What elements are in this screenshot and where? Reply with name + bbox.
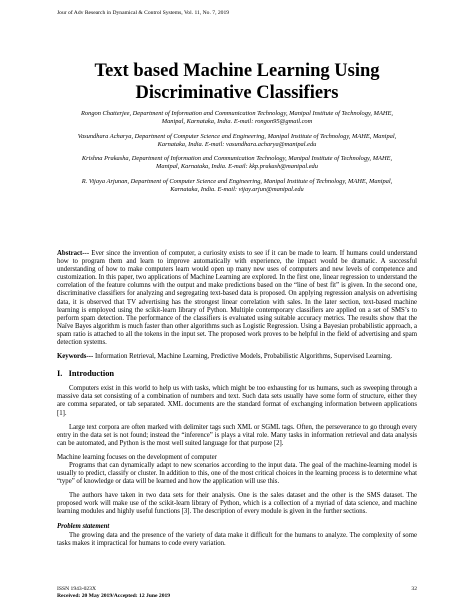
paper-title [0, 60, 474, 104]
paragraph: The growing data and the presence of the variety of data make it difficult for the humans to analyze. The complexity of some tasks makes it impractical for humans to code every variation. [57, 531, 417, 547]
author-contact-line: Manipal, Karnataka, India. E-mail: rongon95@gmail.com [161, 118, 313, 126]
author-contact-line: Manipal, Karnataka, India. E-mail: kkp.prakash@manipal.edu [156, 163, 318, 171]
running-head: Jour of Adv Research in Dynamical & Control Systems, Vol. 11, No. 7, 2019 [57, 10, 230, 16]
paragraph: Large text corpora are often marked with delimiter tags such XML or SGML tags. Often, the perseverance to go through every entry in the data set is not found; instead the “inference” is plays a vital role. Many tasks in information retrieval and data analysis can be automated, and Python is the most well suited language for that purpose [2]. [57, 423, 417, 447]
author-affiliation-line: Rongon Chatterjee, Department of Information and Communication Technology, Manipal Institute of Technology, MAHE, [81, 110, 393, 117]
paragraph: The authors have taken in two data sets for their analysis. One is the sales dataset and the other is the SMS dataset. The proposed work will make use of the scikit-learn library of Python, which is a collection of a myriad of data science, and machine learning modules and highly useful functions [3]. The description of every module is given in the further sections. [57, 492, 417, 516]
author-affiliation-line: Vasundhara Acharya, Department of Computer Science and Engineering, Manipal Institute of Technology, MAHE, Manipal, [77, 132, 397, 140]
abstract [57, 250, 417, 347]
author-affiliation-line: Krishna Prakasha, Department of Information and Communication Technology, Manipal Institute of Technology, MAHE, [81, 155, 393, 163]
paragraph: Computers exist in this world to help us with tasks, which might be too exhausting for us humans, such as sweeping through a massive data set consisting of a combination of numbers and text. Such data sets usually have some form of structure, either they are comma separated, or tab separated. XML documents are the standard format of exchanging information between applications [1]. [57, 385, 417, 417]
author-affiliation-line: R. Vijaya Arjunan, Department of Computer Science and Engineering, Manipal Institute of Technology, MAHE, Manipal, [81, 177, 393, 185]
author-block [57, 155, 417, 172]
footer-dates: Received: 20 May 2019/Accepted: 12 June 2019 [57, 593, 171, 599]
section-heading-introduction: I. Introduction [57, 369, 115, 379]
abstract-label: Abstract--- [57, 250, 90, 257]
page-number: 32 [411, 586, 417, 592]
author-block [57, 110, 417, 127]
abstract-text: Ever since the invention of computer, a curiosity exists to see if it can be made to learn. If humans could understand how to program them and learn to improve automatically with experience, the impact would be dramatic. A successful understanding of how to make computers learn would open up many new uses of computers and new levels of competence and customization. In this paper, two applications of Machine Learning are explored. In the first one, linear regression to understand the correlation of the feature columns with the output and make predictions based on the “line of best fit” is given. In the second one, discriminative classifiers for analyzing and segregating text-based data is proposed. On applying regression analysis on advertising data, it is observed that TV advertising has the strongest linear correlation with sales. In the later section, text-based machine learning is employed using the scikit-learn library of Python. Multiple contemporary classifiers are applied on a set of SMS’s to perform spam detection. The performance of the classifiers is evaluated using suitable accuracy metrics. The results show that the Naïve Bayes algorithm is much faster than other algorithms such as Logistic Regression. Using a Bayesian probabilistic approach, a spam ratio is attached to all the tokens in the input set. The proposed work proves to be helpful in the field of advertising and spam detection systems. [57, 250, 417, 347]
author-contact-line: Karnataka, India. E-mail: vasundhara.acharya@manipal.edu [157, 140, 317, 148]
author-block [57, 133, 417, 150]
title-line-2: Discriminative Classifiers [135, 83, 339, 103]
paragraph-lead-line: Machine learning focuses on the development of computer [57, 453, 217, 461]
subsection-heading-problem-statement: Problem statement [57, 522, 110, 530]
keywords-text: Information Retrieval, Machine Learning, Predictive Models, Probabilistic Algorithms, Supervised Learning. [93, 353, 393, 361]
author-list [57, 110, 417, 200]
paragraph: Programs that can dynamically adapt to new scenarios according to the input data. The goal of the machine-learning model is usually to predict, classify or cluster. In addition to this, one of the most critical choices in the learning process is to determine what “type” of knowledge or data will be learned and how the application will use this. [57, 461, 417, 486]
footer-issn: ISSN 1943-023X [57, 586, 97, 592]
paper-body [57, 250, 417, 554]
author-block [57, 178, 417, 195]
author-contact-line: Karnataka, India. E-mail: vijay.arjun@manipal.edu [170, 186, 304, 194]
keywords-label: Keywords--- [57, 353, 94, 361]
title-line-1: Text based Machine Learning Using [94, 61, 380, 81]
keywords [57, 353, 417, 361]
